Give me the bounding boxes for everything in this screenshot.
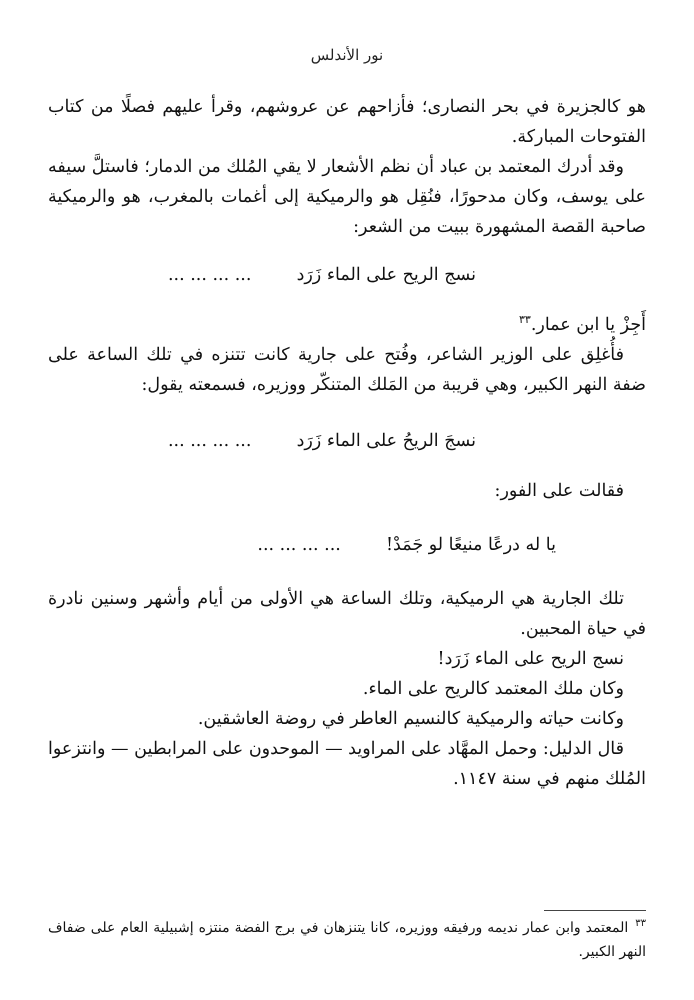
verse-line-3 bbox=[48, 530, 646, 560]
verse-1-text: نسج الريح على الماء زَرَد bbox=[296, 265, 476, 285]
verse-3-text: يا له درعًا منيعًا لو جَمَدْ! bbox=[386, 535, 556, 555]
running-header: نور الأندلس bbox=[310, 46, 384, 64]
paragraph-8: وكانت حياته والرميكية كالنسيم العاطر في روضة العاشقين. bbox=[197, 709, 624, 729]
verse-line-2 bbox=[48, 426, 646, 456]
main-text bbox=[48, 92, 646, 794]
question-text: أَجِزْ يا ابن عمار. bbox=[530, 315, 646, 335]
question-line bbox=[48, 310, 646, 340]
paragraph-2: وقد أدرك المعتمد بن عباد أن نظم الأشعار لا يقي المُلك من الدمار؛ فاستلَّ سيفه على يوسف، وكان مدحورًا، فنُقِل هو والرميكية إلى أغمات بالمغرب، هو والرميكية صاحبة القصة المشهورة ببيت من الشعر: bbox=[48, 157, 646, 237]
verse-1-ellipsis: ... ... ... ... bbox=[167, 265, 252, 285]
verse-line-1 bbox=[48, 260, 646, 290]
paragraph-1: هو كالجزيرة في بحر النصارى؛ فأزاحهم عن عروشهم، وقرأ عليهم فصلًا من كتاب الفتوحات المباركة. bbox=[48, 97, 646, 147]
paragraph-6: نسج الريح على الماء زَرَد! bbox=[437, 649, 624, 669]
verse-2-ellipsis: ... ... ... ... bbox=[167, 431, 252, 451]
paragraph-5: تلك الجارية هي الرميكية، وتلك الساعة هي الأولى من أيام وأشهر وسنين نادرة في حياة المحبين. bbox=[48, 589, 646, 639]
paragraph-9: قال الدليل: وحمل المهَّاد على المراويد — الموحدون على المرابطين — وانتزعوا المُلك منهم في سنة ١١٤٧. bbox=[48, 739, 646, 789]
footnote bbox=[48, 916, 646, 964]
footnote-number: ٣٣ bbox=[635, 918, 646, 930]
verse-3-ellipsis: ... ... ... ... bbox=[257, 535, 341, 555]
footnote-divider bbox=[544, 910, 646, 911]
footnote-ref[interactable]: ٣٣ bbox=[518, 313, 531, 327]
paragraph-7: وكان ملك المعتمد كالريح على الماء. bbox=[362, 679, 624, 699]
footnote-text: المعتمد وابن عمار نديمه ورفيقه ووزيره، كانا يتنزهان في برج الفضة منتزه إشبيلية العام على ضفاف النهر الكبير. bbox=[48, 920, 646, 960]
paragraph-4: فقالت على الفور: bbox=[494, 481, 624, 501]
verse-2-text: نسجَ الريحُ على الماء زَرَد bbox=[296, 431, 476, 451]
paragraph-3: فأُغلِق على الوزير الشاعر، وفُتح على جارية كانت تتنزه في تلك الساعة على ضفة النهر الكبير، وهي قريبة من المَلك المتنكّر ووزيره، فسمعته يقول: bbox=[48, 345, 646, 395]
